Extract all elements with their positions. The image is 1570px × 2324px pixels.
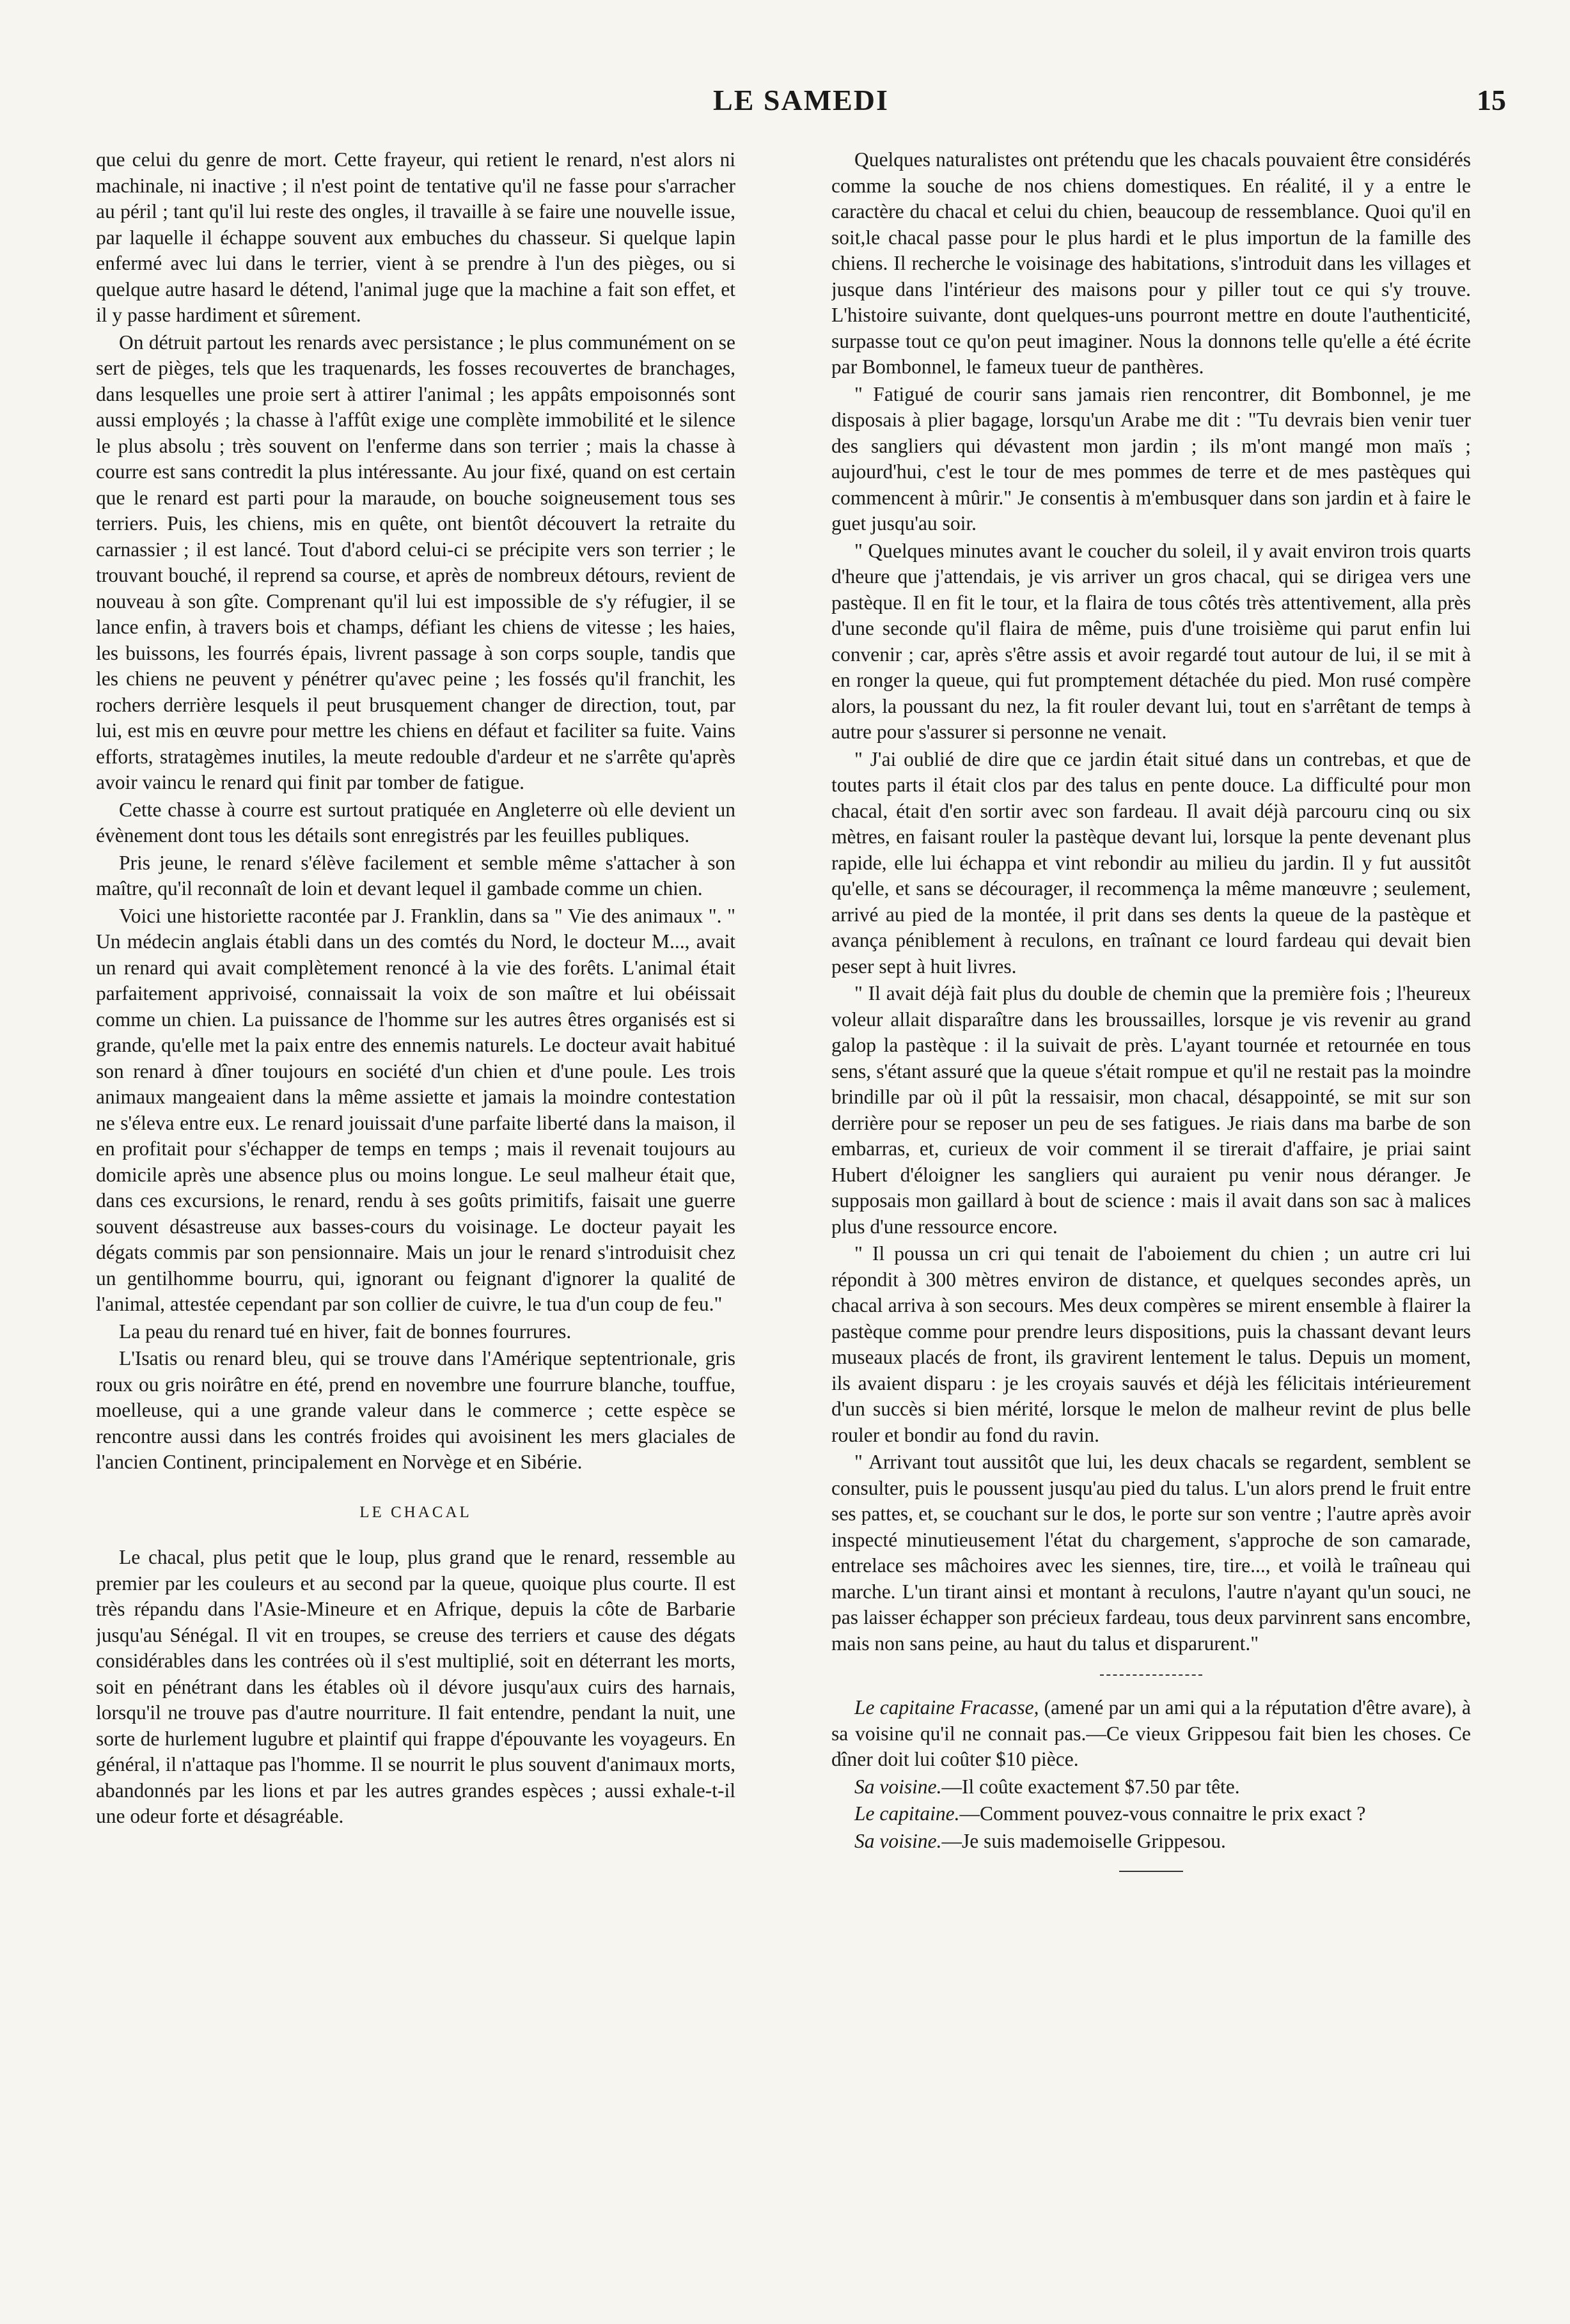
section-heading: LE CHACAL — [359, 1503, 472, 1521]
paragraph: Pris jeune, le renard s'élève facilement et semble même s'attacher à son maître, qu'il reconnaît de loin et devant lequel il gambade comme un chien. — [96, 851, 735, 900]
dialogue-line — [831, 1695, 1471, 1773]
paragraph: L'Isatis ou renard bleu, qui se trouve dans l'Amérique septentrionale, gris roux ou gris noirâtre en été, prend en novembre une fourrure blanche, touffue, moelleuse, qui a une grande valeur dans le commerce ; cette espèce se rencontre aussi dans les contrés froides qui avoisinent les mers glaciales de l'ancien Continent, principalement en Norvège et en Sibérie. — [96, 1347, 735, 1473]
dialogue-text: —Je suis mademoiselle Grippesou. — [941, 1829, 1226, 1852]
anecdote-dialogue — [831, 1695, 1471, 1854]
speaker: Le capitaine. — [854, 1802, 960, 1825]
paragraph: que celui du genre de mort. Cette frayeur, qui retient le renard, n'est alors ni machinale, ni inactive ; il n'est point de tentative qu'il ne fasse pour s'arracher au péril ; tant qu'il lui reste des ongles, il travaille à se faire une nouvelle issue, par laquelle il échappe souvent aux embuches du chasseur. Si quelque lapin enfermé avec lui dans le terrier, vient à se prendre à l'un des pièges, ou si quelque autre hasard le détend, l'animal juge que la machine a fait son effet, et il y passe hardiment et sûrement. — [96, 148, 735, 326]
paragraph: On détruit partout les renards avec persistance ; le plus communément on se sert de pièges, tels que les traquenards, les fosses recouvertes de branchages, dans lesquelles une proie sert à attirer l'animal ; les appâts empoisonnés sont aussi employés ; la chasse à l'affût exige une complète immobilité et le silence le plus absolu ; très souvent on l'enferme dans son terrier ; mais la chasse à courre est sans contredit la plus intéressante. Au jour fixé, quand on est certain que le renard est parti pour la maraude, on bouche soigneusement tous ses terriers. Puis, les chiens, mis en quête, ont bientôt découvert la retraite du carnassier ; il est lancé. Tout d'abord celui-ci se précipite vers son terrier ; le trouvant bouché, il reprend sa course, et après de nombreux détours, revient de nouveau à son gîte. Comprenant qu'il lui est impossible de s'y réfugier, il se lance enfin, à travers bois et champs, défiant les chiens de vitesse ; les haies, les buissons, les fourrés épais, livrent passage à son corps souple, tandis que les chiens ne peuvent y pénétrer qu'avec peine ; les fossés qu'il franchit, les rochers derrière lesquels il peut brusquement changer de direction, tout, par lui, est mis en œuvre pour mettre les chiens en défaut et faciliter sa fuite. Vains efforts, stratagèmes inutiles, la meute redouble d'ardeur et ne s'arrête qu'après avoir vaincu le renard qui finit par tomber de fatigue. — [96, 331, 735, 793]
divider — [1100, 1674, 1202, 1676]
page-header — [96, 77, 1506, 128]
paragraph: " Arrivant tout aussitôt que lui, les deux chacals se regardent, semblent se consulter, puis le poussent jusqu'au pied du talus. L'un alors prend le fruit entre ses pattes, et, se couchant sur le dos, le porte sur son ventre ; l'autre après avoir inspecté minutieusement l'état du chargement, s'approche de son camarade, entrelace ses mâchoires avec les siennes, tire, tire..., et voilà le traîneau qui marche. L'un tirant ainsi et montant à reculons, l'autre n'ayant qu'un souci, ne pas laisser échapper son précieux fardeau, tous deux parvinrent sans encombre, mais non sans peine, au haut du talus et disparurent." — [831, 1451, 1471, 1655]
page-number: 15 — [1477, 84, 1506, 116]
end-rule — [1119, 1871, 1183, 1872]
speaker: Le capitaine Fracasse, — [854, 1696, 1039, 1719]
dialogue-line — [831, 1774, 1471, 1800]
running-title: LE SAMEDI — [713, 84, 889, 116]
paragraph: Cette chasse à courre est surtout pratiquée en Angleterre où elle devient un évènement dont tous les détails sont enregistrés par les feuilles publiques. — [96, 798, 735, 846]
paragraph: La peau du renard tué en hiver, fait de bonnes fourrures. — [119, 1320, 572, 1343]
right-column — [831, 147, 1471, 2247]
dialogue-text: (amené par un ami qui a la réputation d'être avare), à sa voisine qu'il ne connait pas.—Ce vieux Grippesou fait bien les choses. Ce dîner doit lui coûter $10 pièce. — [831, 1696, 1471, 1770]
paragraph: Le chacal, plus petit que le loup, plus grand que le renard, ressemble au premier par les couleurs et au second par la queue, quoique plus courte. Il est très répandu dans l'Asie-Mineure et en Afrique, depuis la côte de Barbarie jusqu'au Sénégal. Il vit en troupes, se creuse des terriers et cause des dégats considérables dans les contrées où il s'est multiplié, soit en déterrant les morts, soit en pénétrant dans les étables où il dévore jusqu'aux cuirs des harnais, lorsqu'il ne trouve pas d'autre nourriture. Il fait entendre, pendant la nuit, une sorte de hurlement lugubre et plaintif qui frappe d'épouvante les voyageurs. En général, il n'attaque pas l'homme. Il se nourrit le plus souvent d'animaux morts, abandonnés par les lions et par les autres grandes espèces ; aussi exhale-t-il une odeur forte et désagréable. — [96, 1546, 735, 1827]
left-column — [96, 147, 735, 2247]
paragraph: " J'ai oublié de dire que ce jardin était situé dans un contrebas, et que de toutes parts il était clos par des talus en pente douce. La difficulté pour mon chacal, était d'en sortir avec son fardeau. Il avait déjà parcouru cinq ou six mètres, en faisant rouler la pastèque devant lui, lorsque la pente devenant plus rapide, elle lui échappa et vint rebondir au milieu du jardin. Il y fut aussitôt qu'elle, et sans se décourager, il recommença la même manœuvre ; seulement, arrivé au pied de la montée, il prit dans ses dents la queue de la pastèque et avança péniblement à reculons, en traînant ce lourd fardeau qui devait bien peser sept à huit livres. — [831, 747, 1471, 978]
dialogue-text: —Il coûte exactement $7.50 par tête. — [941, 1775, 1240, 1798]
paragraph: " Il avait déjà fait plus du double de chemin que la première fois ; l'heureux voleur allait disparaître dans les broussailles, lorsque je vis revenir au grand galop la pastèque : il la suivait de près. L'ayant tournée et retournée en tous sens, s'étant assuré que la queue s'était rompue et qu'il ne restait pas la moindre brindille par où il pût la ressaisir, mon chacal, désappointé, se mit sur son derrière pour se reposer un peu de ses fatigues. Je riais dans ma barbe de son embarras, et, curieux de voir comment il se tirerait d'affaire, je priai saint Hubert d'éloigner les sangliers qui auraient pu venir nous déranger. Je supposais mon gaillard à bout de science : mais il avait dans son sac à malices plus d'une ressource encore. — [831, 982, 1471, 1238]
paragraph: Quelques naturalistes ont prétendu que les chacals pouvaient être considérés comme la souche de nos chiens domestiques. En réalité, il y a entre le caractère du chacal et celui du chien, beaucoup de ressemblance. Quoi qu'il en soit,le chacal passe pour le plus hardi et le plus importun de la famille des chiens. Il recherche le voisinage des habitations, s'introduit dans les villages et jusque dans l'intérieur des maisons pour y piller tout ce qui s'y trouve. L'histoire suivante, dont quelques-uns pourront mettre en doute l'authenticité, surpasse tout ce qu'on peut imaginer. Nous la donnons telle qu'elle a été écrite par Bombonnel, le fameux tueur de panthères. — [831, 148, 1471, 378]
paragraph: Voici une historiette racontée par J. Franklin, dans sa " Vie des animaux ". " Un médecin anglais établi dans un des comtés du Nord, le docteur M..., avait un renard qui avait complètement renoncé à la vie des forêts. L'animal était parfaitement apprivoisé, connaissait la voix de son maître et lui obéissait comme un chien. La puissance de l'homme sur les autres êtres organisés est si grande, qu'elle met la paix entre des ennemis naturels. Le docteur avait habitué son renard à dîner toujours en société d'un chien et d'une poule. Les trois animaux mangeaient dans la même assiette et jamais la moindre contestation ne s'éleva entre eux. Le renard jouissait d'une parfaite liberté dans la maison, il en profitait pour s'échapper de temps en temps ; mais il revenait toujours au domicile après une absence plus ou moins longue. Le seul malheur était que, dans ces excursions, le renard, rendu à ses goûts primitifs, faisait une guerre souvent désastreuse aux basses-cours du voisinage. Le docteur payait les dégats commis par son pensionnaire. Mais un jour le renard s'introduisit chez un gentilhomme bourru, qui, ignorant ou feignant d'ignorer la qualité de l'animal, attestée cependant par son collier de cuivre, le tua d'un coup de feu." — [96, 904, 735, 1315]
paragraph: " Quelques minutes avant le coucher du soleil, il y avait environ trois quarts d'heure que j'attendais, je vis arriver un gros chacal, qui se dirigea vers une pastèque. Il en fit le tour, et la flaira de tous côtés très attentivement, alla près d'une seconde qu'il flaira de même, puis d'une troisième qui parut enfin lui convenir ; car, après s'être assis et avoir regardé tout autour de lui, il se mit à en ronger la queue, qui fut promptement détachée du pied. Mon rusé compère alors, la poussant du nez, la fit rouler devant lui, tout en s'arrêtant de temps à autre pour s'assurer si personne ne venait. — [831, 539, 1471, 743]
dialogue-line — [831, 1801, 1471, 1827]
dialogue-line — [831, 1829, 1471, 1855]
speaker: Sa voisine. — [854, 1775, 942, 1798]
dialogue-text: —Comment pouvez-vous connaitre le prix exact ? — [959, 1802, 1366, 1825]
paragraph: " Fatigué de courir sans jamais rien rencontrer, dit Bombonnel, je me disposais à plier bagage, lorsqu'un Arabe me dit : "Tu devrais bien venir tuer des sangliers qui dévastent mon jardin ; ils m'ont mangé mon maïs ; aujourd'hui, c'est le tour de mes pommes de terre et de mes pastèques qui commencent à mûrir." Je consentis à m'embusquer dans son jardin et à faire le guet jusqu'au soir. — [831, 382, 1471, 534]
paragraph: " Il poussa un cri qui tenait de l'aboiement du chien ; un autre cri lui répondit à 300 mètres environ de distance, et quelques secondes après, un chacal arriva à son secours. Mes deux compères se mirent ensemble à flairer la pastèque comme pour prendre leurs dispositions, puis la chassant devant leurs museaux placés de front, ils gravirent lentement le talus. Depuis un moment, ils avaient disparu : je les croyais sauvés et déjà les félicitais intérieurement d'un succès si bien mérité, lorsque le melon de malheur revint de plus belle rouler et bondir au fond du ravin. — [831, 1242, 1471, 1446]
speaker: Sa voisine. — [854, 1829, 942, 1852]
